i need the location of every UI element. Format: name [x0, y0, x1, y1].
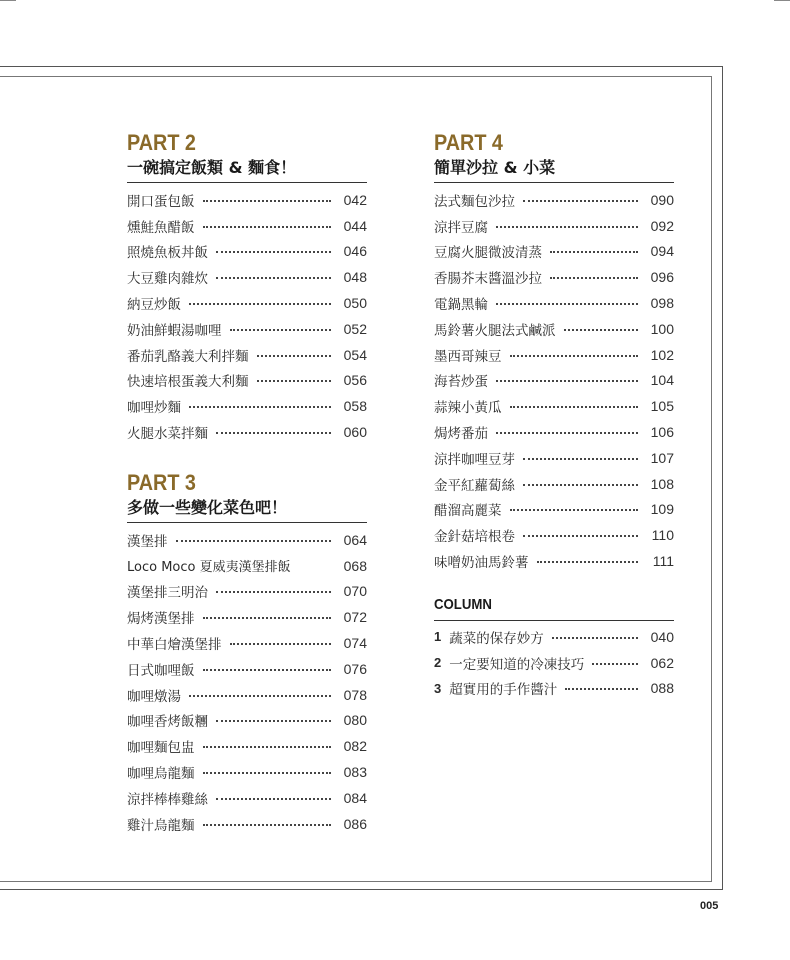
dot-leader	[257, 355, 332, 357]
entry-page: 088	[650, 680, 674, 697]
dot-leader	[203, 226, 332, 228]
toc-entry[interactable]	[127, 290, 367, 316]
toc-entry[interactable]	[127, 342, 367, 368]
dot-leader	[203, 772, 332, 774]
entry-page: 040	[650, 628, 674, 645]
dot-leader	[510, 355, 639, 357]
entry-label: 大豆雞肉雜炊	[127, 271, 208, 288]
entry-page: 068	[343, 557, 367, 574]
entry-label: 涼拌棒棒雞絲	[127, 791, 208, 808]
entry-page: 062	[650, 654, 674, 671]
toc-entry[interactable]	[127, 187, 367, 213]
entry-page: 108	[650, 475, 674, 492]
dot-leader	[189, 303, 331, 305]
dot-leader	[216, 251, 331, 253]
entry-label: 咖哩麵包盅	[127, 740, 195, 757]
dot-leader	[523, 484, 638, 486]
toc-entry[interactable]	[127, 708, 367, 734]
section-rule	[434, 182, 674, 183]
toc-entry[interactable]	[434, 393, 674, 419]
toc-entry[interactable]	[127, 579, 367, 605]
entry-label: 咖哩香烤飯糰	[127, 714, 208, 731]
entry-page: 111	[652, 553, 674, 570]
entry-page: 046	[343, 243, 367, 260]
dot-leader	[216, 798, 331, 800]
entry-page: 074	[343, 635, 367, 652]
dot-leader	[203, 824, 332, 826]
dot-leader	[203, 617, 332, 619]
dot-leader	[552, 637, 638, 639]
entry-page: 083	[343, 764, 367, 781]
toc-entry[interactable]	[434, 342, 674, 368]
crop-mark	[0, 0, 16, 7]
dot-leader	[216, 591, 331, 593]
entry-page: 070	[343, 583, 367, 600]
part-3-entries	[127, 527, 367, 837]
crop-mark	[774, 0, 790, 7]
entry-label: 火腿水菜拌麵	[127, 426, 208, 443]
entry-page: 060	[343, 424, 367, 441]
toc-entry[interactable]	[434, 239, 674, 265]
toc-entry[interactable]	[127, 316, 367, 342]
entry-page: 098	[650, 295, 674, 312]
dot-leader	[189, 695, 331, 697]
toc-entry[interactable]	[127, 213, 367, 239]
entry-label: 涼拌豆腐	[434, 219, 488, 236]
toc-entry[interactable]	[434, 522, 674, 548]
entry-label: 中華白燴漢堡排	[127, 637, 222, 654]
entry-label: 蒜辣小黃瓜	[434, 400, 502, 417]
column-entry-number: 2	[434, 655, 442, 671]
part-2-title: 一碗搞定飯類 & 麵食！	[127, 158, 297, 177]
entry-label: 醋溜高麗菜	[434, 503, 502, 520]
entry-page: 044	[343, 217, 367, 234]
dot-leader	[565, 688, 638, 690]
entry-page: 078	[343, 686, 367, 703]
toc-entry[interactable]	[127, 630, 367, 656]
toc-entry[interactable]	[127, 733, 367, 759]
entry-page: 100	[650, 320, 674, 337]
entry-page: 106	[650, 424, 674, 441]
toc-entry[interactable]	[434, 497, 674, 523]
toc-entry[interactable]	[434, 316, 674, 342]
dot-leader	[216, 277, 331, 279]
part-3-title: 多做一些變化菜色吧！	[127, 498, 288, 517]
dot-leader	[496, 432, 638, 434]
entry-page: 082	[343, 738, 367, 755]
entry-page: 058	[343, 398, 367, 415]
column-entry[interactable]	[434, 650, 674, 676]
dot-leader	[176, 540, 332, 542]
toc-entry[interactable]	[127, 604, 367, 630]
dot-leader	[510, 509, 639, 511]
entry-page: 050	[343, 295, 367, 312]
entry-page: 042	[343, 191, 367, 208]
entry-page: 096	[650, 269, 674, 286]
entry-label: 咖哩燉湯	[127, 688, 181, 705]
entry-label: 焗烤漢堡排	[127, 611, 195, 628]
toc-entry[interactable]	[127, 368, 367, 394]
entry-label: 照燒魚板丼飯	[127, 245, 208, 262]
toc-entry[interactable]	[434, 445, 674, 471]
part-4-title: 簡單沙拉 & 小菜	[434, 158, 556, 177]
part-2-entries	[127, 187, 367, 445]
entry-page: 064	[343, 531, 367, 548]
column-entry-number: 3	[434, 680, 442, 696]
dot-leader	[203, 746, 332, 748]
entry-page: 076	[343, 660, 367, 677]
entry-label: 咖哩炒麵	[127, 400, 181, 417]
dot-leader	[523, 458, 638, 460]
section-rule	[127, 182, 367, 183]
section-rule	[434, 620, 674, 621]
entry-label: 香腸芥末醬溫沙拉	[434, 271, 542, 288]
toc-entry[interactable]	[434, 213, 674, 239]
entry-label: 墨西哥辣豆	[434, 348, 502, 365]
dot-leader	[230, 643, 332, 645]
dot-leader	[216, 432, 331, 434]
dot-leader	[510, 406, 639, 408]
column-heading: COLUMN	[434, 596, 492, 613]
dot-leader	[592, 663, 638, 665]
toc-entry[interactable]	[127, 419, 367, 445]
part-2-label: PART 2	[127, 130, 196, 155]
toc-entry[interactable]	[127, 527, 367, 553]
toc-entry[interactable]	[434, 290, 674, 316]
column-entry-number: 1	[434, 629, 442, 645]
entry-label: 漢堡排	[127, 533, 168, 550]
entry-page: 104	[650, 372, 674, 389]
entry-label: 奶油鮮蝦湯咖哩	[127, 322, 222, 339]
entry-label: 馬鈴薯火腿法式鹹派	[434, 322, 556, 339]
entry-label: 番茄乳酪義大利拌麵	[127, 348, 249, 365]
entry-label: 焗烤番茄	[434, 426, 488, 443]
entry-label: 蔬菜的保存妙方	[449, 630, 544, 647]
entry-page: 105	[650, 398, 674, 415]
entry-label: 納豆炒飯	[127, 297, 181, 314]
part-4-label: PART 4	[434, 130, 503, 155]
toc-entry[interactable]	[127, 785, 367, 811]
entry-page: 056	[343, 372, 367, 389]
dot-leader	[496, 226, 638, 228]
toc-entry[interactable]	[434, 264, 674, 290]
entry-page: 107	[650, 449, 674, 466]
entry-label: 快速培根蛋義大利麵	[127, 374, 249, 391]
entry-label: 味噌奶油馬鈴薯	[434, 555, 529, 572]
entry-page: 102	[650, 346, 674, 363]
entry-label: 日式咖哩飯	[127, 662, 195, 679]
toc-entry[interactable]	[434, 419, 674, 445]
dot-leader	[523, 200, 638, 202]
entry-label: 燻鮭魚醋飯	[127, 219, 195, 236]
entry-label: 海苔炒蛋	[434, 374, 488, 391]
entry-page: 048	[343, 269, 367, 286]
entry-label: 涼拌咖哩豆芽	[434, 451, 515, 468]
dot-leader	[537, 561, 639, 563]
toc-entry[interactable]	[127, 682, 367, 708]
part-3-label: PART 3	[127, 470, 196, 495]
dot-leader	[216, 720, 331, 722]
entry-label: 電鍋黑輪	[434, 297, 488, 314]
toc-entry[interactable]	[127, 239, 367, 265]
entry-page: 080	[343, 712, 367, 729]
dot-leader	[230, 329, 332, 331]
dot-leader	[496, 380, 638, 382]
entry-page: 054	[343, 346, 367, 363]
entry-label: 咖哩烏龍麵	[127, 766, 195, 783]
entry-label: 法式麵包沙拉	[434, 193, 515, 210]
dot-leader	[189, 406, 331, 408]
toc-entry[interactable]	[127, 553, 367, 579]
entry-label: 一定要知道的冷凍技巧	[449, 656, 585, 673]
entry-label: 開口蛋包飯	[127, 193, 195, 210]
toc-entry[interactable]	[434, 471, 674, 497]
toc-entry[interactable]	[434, 187, 674, 213]
toc-entry[interactable]	[127, 656, 367, 682]
entry-page: 086	[343, 815, 367, 832]
entry-label: 雞汁烏龍麵	[127, 817, 195, 834]
entry-page: 109	[650, 501, 674, 518]
entry-page: 084	[343, 789, 367, 806]
dot-leader	[496, 303, 638, 305]
entry-label: 金平紅蘿蔔絲	[434, 477, 515, 494]
column-entry[interactable]	[434, 676, 674, 702]
toc-entry[interactable]	[434, 548, 674, 574]
entry-page: 094	[650, 243, 674, 260]
toc-entry[interactable]	[127, 811, 367, 837]
toc-entry[interactable]	[434, 368, 674, 394]
entry-label: Loco Moco 夏威夷漢堡排飯	[127, 560, 291, 576]
dot-leader	[257, 380, 332, 382]
part-4-entries	[434, 187, 674, 574]
entry-page: 090	[650, 191, 674, 208]
entry-page: 052	[343, 320, 367, 337]
entry-label: 金針菇培根卷	[434, 529, 515, 546]
entry-label: 漢堡排三明治	[127, 585, 208, 602]
toc-entry[interactable]	[127, 393, 367, 419]
section-rule	[127, 522, 367, 523]
column-entry[interactable]	[434, 624, 674, 650]
dot-leader	[550, 251, 638, 253]
column-entries	[434, 624, 674, 701]
dot-leader	[203, 669, 332, 671]
page-number: 005	[700, 900, 719, 912]
dot-leader	[203, 200, 332, 202]
toc-entry[interactable]	[127, 264, 367, 290]
entry-label: 豆腐火腿微波清蒸	[434, 245, 542, 262]
dot-leader	[564, 329, 639, 331]
toc-entry[interactable]	[127, 759, 367, 785]
entry-label: 超實用的手作醬汁	[449, 682, 558, 699]
dot-leader	[550, 277, 638, 279]
entry-page: 092	[650, 217, 674, 234]
dot-leader	[523, 535, 638, 537]
entry-page: 072	[343, 609, 367, 626]
entry-page: 110	[651, 527, 674, 544]
